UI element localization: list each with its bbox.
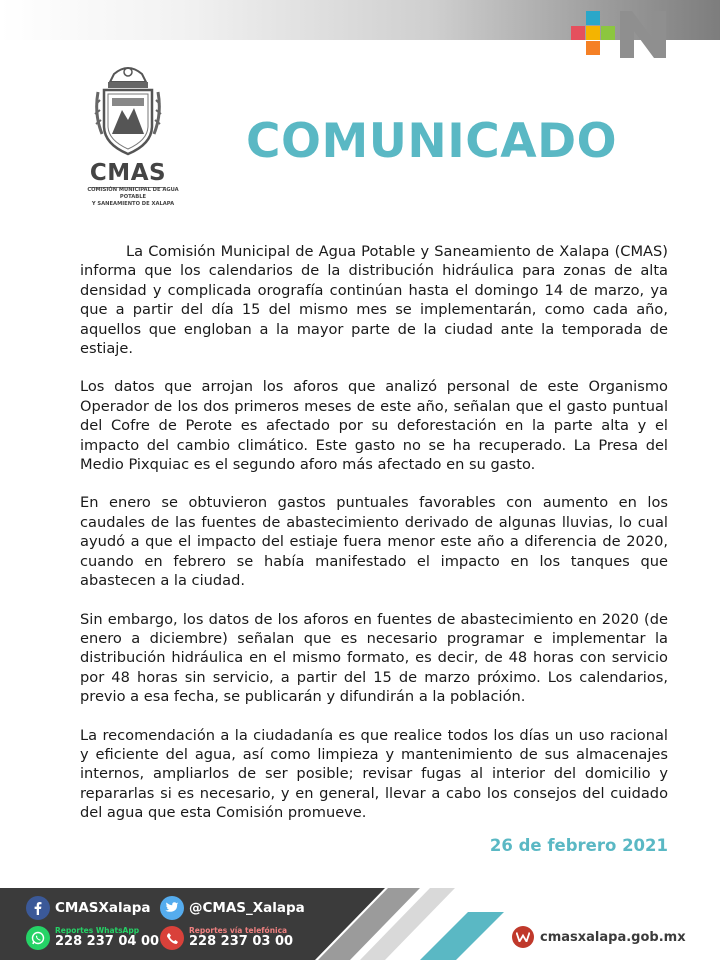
paragraph-5: La recomendación a la ciudadanía es que realice todos los días un uso racional y eficiente del agua, así como limpieza y mantenimiento de sus almacenajes internos, ampliarlos de ser posible; revisar fugas al interior del domicilio y repararlas si es necesario, y en general, llevar a cabo los consejos del cuidado del agua que esta Comisión promueve. [80, 726, 668, 822]
release-date: 26 de febrero 2021 [489, 836, 668, 855]
cmas-logo-subtitle-line2: Y SANEAMIENTO DE XALAPA [91, 201, 175, 207]
paragraph-3: En enero se obtuvieron gastos puntuales favorables con aumento en los caudales de las fuentes de abastecimiento derivado de algunas lluvias, lo cual ayudó a que el impacto del estiaje fuera menor este año a diferencia de 2020, cuando en febrero se había manifestado el impacto en los tanques que abastecen a la ciudad. [80, 494, 668, 590]
cmas-logo [84, 64, 194, 206]
whatsapp-label: Reportes WhatsApp [55, 926, 140, 936]
xalapa-crest-icon [94, 64, 162, 160]
twitter-icon [160, 896, 184, 920]
paragraph-4: Sin embargo, los datos de los aforos en fuentes de abastecimiento en 2020 (de enero a diciembre) señalan que es necesario programar e implementar la distribución hidráulica en el mismo formato, es decir, de 48 horas con servicio por 48 horas sin servicio, a partir del 15 de marzo próximo. Los calendarios, previo a esa fecha, se publicarán y difundirán a la población. [80, 610, 668, 706]
press-release-body [80, 242, 668, 842]
paragraph-2: Los datos que arrojan los aforos que analizó personal de este Organismo Operador de los dos primeros meses de este año, señalan que el gasto puntual del Cofre de Perote es afectado por su deforestación en la parte alta y el impacto del cambio climático. Este gasto no se ha recuperado. La Presa del Medio Pixquiac es el segundo aforo más afectado en su gasto. [80, 378, 668, 474]
footer-phone[interactable] [160, 926, 293, 950]
footer-facebook[interactable] [26, 896, 151, 920]
web-icon [512, 926, 534, 948]
footer-twitter[interactable] [160, 896, 305, 920]
page-title: COMUNICADO [246, 114, 618, 169]
twitter-handle: @CMAS_Xalapa [189, 900, 305, 916]
footer-website[interactable] [512, 926, 686, 948]
phone-number: 228 237 03 00 [189, 934, 294, 950]
website-url: cmasxalapa.gob.mx [540, 929, 686, 945]
phone-label: Reportes vía telefónica [189, 926, 288, 936]
footer [0, 888, 720, 960]
cmas-logo-subtitle-line1: COMISIÓN MUNICIPAL DE AGUA POTABLE [87, 187, 179, 200]
footer-whatsapp[interactable] [26, 926, 159, 950]
facebook-handle: CMASXalapa [55, 900, 151, 916]
paragraph-1: La Comisión Municipal de Agua Potable y Saneamiento de Xalapa (CMAS) informa que los calendarios de la distribución hidráulica para zonas de alta densidad y complicada orografía continúan hasta el domingo 14 de marzo, ya que a partir del día 15 del mismo mes se implementarán, como cada año, aquellos que engloban a la mayor parte de la ciudad ante la temporada de estiaje. [80, 243, 668, 358]
tn-logo [568, 8, 672, 62]
whatsapp-icon [26, 926, 50, 950]
phone-icon [160, 926, 184, 950]
facebook-icon [26, 896, 50, 920]
cmas-logo-name: CMAS [89, 160, 167, 186]
whatsapp-number: 228 237 04 00 [55, 934, 160, 950]
cmas-logo-subtitle [76, 187, 190, 208]
